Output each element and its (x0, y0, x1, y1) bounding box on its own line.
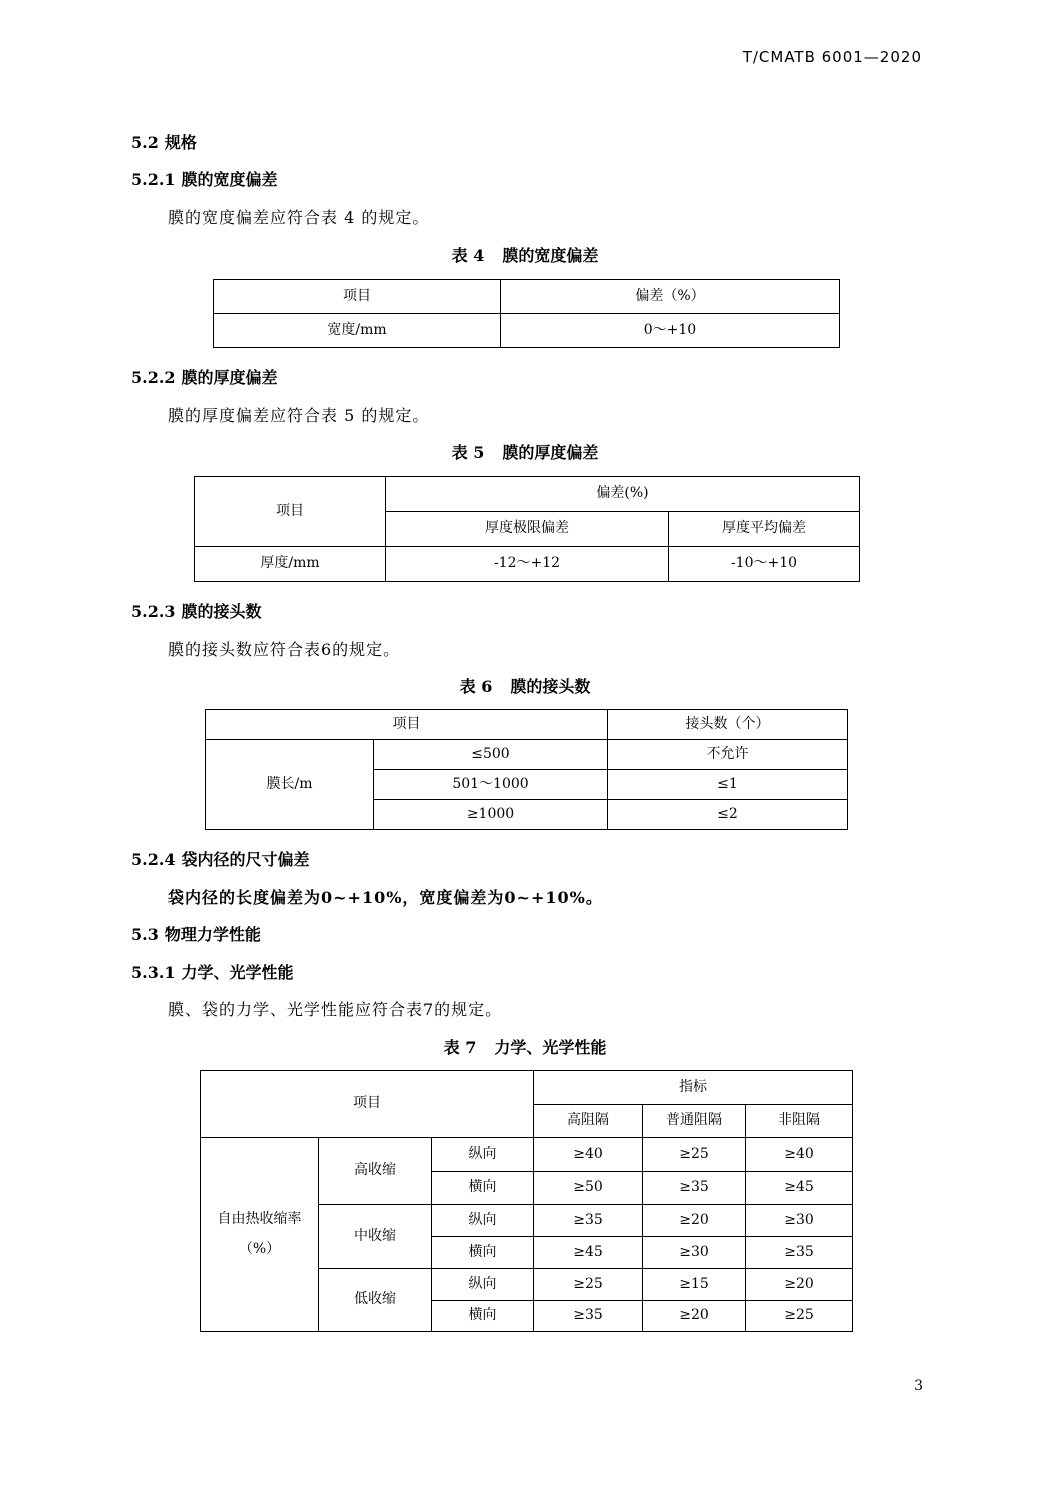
table-cell-normal: ≥20 (643, 1301, 746, 1332)
table-header-high-barrier: 高阻隔 (534, 1105, 643, 1138)
table-cell-joints: ≤1 (608, 770, 848, 800)
caption-title: 力学、光学性能 (494, 1038, 607, 1057)
table-cell-normal: ≥30 (643, 1237, 746, 1269)
caption-title: 膜的厚度偏差 (502, 443, 599, 462)
page-number: 3 (914, 1378, 923, 1394)
table-header-index: 指标 (534, 1071, 853, 1105)
table-6 (205, 709, 848, 830)
table-header-normal-barrier: 普通阻隔 (643, 1105, 746, 1138)
caption-number: 表 7 (443, 1038, 477, 1057)
table-cell-length: ≥1000 (374, 800, 608, 830)
table-cell-high: ≥35 (534, 1301, 643, 1332)
paragraph-5-2-3: 膜的接头数应符合表6的规定。 (168, 640, 401, 659)
section-title: 膜的厚度偏差 (181, 368, 278, 387)
table-header-deviation: 偏差（%） (501, 280, 840, 314)
section-heading-5-2-1 (131, 167, 278, 190)
table-cell-normal: ≥25 (643, 1138, 746, 1172)
table-cell-normal: ≥35 (643, 1172, 746, 1205)
table-header-joints: 接头数（个） (608, 710, 848, 740)
table-cell-non: ≥45 (746, 1172, 853, 1205)
section-heading-5-3-1 (131, 960, 294, 983)
table-cell-direction: 纵向 (432, 1269, 534, 1301)
paragraph-5-2-2: 膜的厚度偏差应符合表 5 的规定。 (168, 406, 430, 425)
table-cell-non: ≥25 (746, 1301, 853, 1332)
table-header-deviation: 偏差(%) (386, 477, 860, 512)
table-5-caption (0, 440, 1050, 463)
table-cell-non: ≥20 (746, 1269, 853, 1301)
section-number: 5.3 (131, 925, 159, 944)
table-4-caption (0, 243, 1050, 266)
table-cell-normal: ≥15 (643, 1269, 746, 1301)
section-title: 力学、光学性能 (181, 963, 294, 982)
table-5 (194, 476, 860, 582)
property-unit: （%） (238, 1240, 281, 1257)
table-cell-high: ≥50 (534, 1172, 643, 1205)
table-cell-non: ≥30 (746, 1205, 853, 1237)
table-header-item: 项目 (201, 1071, 534, 1138)
table-cell-high: ≥25 (534, 1269, 643, 1301)
table-cell-label: 膜长/m (206, 740, 374, 830)
section-heading-5-2-4 (131, 847, 310, 870)
table-cell-average: -10～+10 (669, 547, 860, 582)
table-cell-non: ≥40 (746, 1138, 853, 1172)
table-cell-joints: 不允许 (608, 740, 848, 770)
property-name: 自由热收缩率 (217, 1211, 302, 1228)
table-cell-non: ≥35 (746, 1237, 853, 1269)
table-header-item: 项目 (214, 280, 501, 314)
section-heading-5-2-2 (131, 365, 278, 388)
section-number: 5.2.4 (131, 850, 176, 869)
document-code: T/CMATB 6001—2020 (742, 48, 922, 66)
section-number: 5.2.3 (131, 602, 176, 621)
table-cell-direction: 横向 (432, 1172, 534, 1205)
caption-number: 表 6 (459, 677, 493, 696)
table-cell-shrink-group: 高收缩 (319, 1138, 432, 1205)
table-7 (200, 1070, 853, 1332)
table-cell-label: 厚度/mm (195, 547, 386, 582)
table-cell-high: ≥45 (534, 1237, 643, 1269)
section-heading-5-3 (131, 922, 261, 945)
section-number: 5.2 (131, 133, 159, 152)
table-cell-limit: -12～+12 (386, 547, 669, 582)
table-cell-high: ≥35 (534, 1205, 643, 1237)
table-cell-normal: ≥20 (643, 1205, 746, 1237)
section-title: 规格 (164, 133, 197, 152)
section-title: 膜的宽度偏差 (181, 170, 278, 189)
table-header-limit-deviation: 厚度极限偏差 (386, 512, 669, 547)
section-number: 5.2.2 (131, 368, 176, 387)
caption-title: 膜的接头数 (510, 677, 591, 696)
table-cell-shrink-group: 低收缩 (319, 1269, 432, 1332)
table-7-caption (0, 1035, 1050, 1058)
table-header-item: 项目 (195, 477, 386, 547)
table-cell-high: ≥40 (534, 1138, 643, 1172)
table-cell-value: 0～+10 (501, 314, 840, 348)
table-6-caption (0, 674, 1050, 697)
section-title: 袋内径的尺寸偏差 (181, 850, 310, 869)
caption-number: 表 5 (451, 443, 485, 462)
table-cell-label: 宽度/mm (214, 314, 501, 348)
table-header-item: 项目 (206, 710, 608, 740)
table-header-average-deviation: 厚度平均偏差 (669, 512, 860, 547)
section-heading-5-2-3 (131, 599, 262, 622)
table-cell-property (201, 1138, 319, 1332)
table-cell-direction: 纵向 (432, 1138, 534, 1172)
section-heading-5-2 (131, 130, 197, 153)
caption-title: 膜的宽度偏差 (502, 246, 599, 265)
table-cell-joints: ≤2 (608, 800, 848, 830)
section-title: 膜的接头数 (181, 602, 262, 621)
table-cell-length: ≤500 (374, 740, 608, 770)
table-cell-length: 501～1000 (374, 770, 608, 800)
table-cell-shrink-group: 中收缩 (319, 1205, 432, 1269)
paragraph-5-2-1: 膜的宽度偏差应符合表 4 的规定。 (168, 208, 430, 227)
table-cell-direction: 纵向 (432, 1205, 534, 1237)
paragraph-5-2-4: 袋内径的长度偏差为0~+10%，宽度偏差为0~+10%。 (168, 888, 603, 907)
paragraph-5-3-1: 膜、袋的力学、光学性能应符合表7的规定。 (168, 1000, 503, 1019)
section-title: 物理力学性能 (164, 925, 261, 944)
table-cell-direction: 横向 (432, 1237, 534, 1269)
table-4 (213, 279, 840, 348)
section-number: 5.2.1 (131, 170, 176, 189)
caption-number: 表 4 (451, 246, 485, 265)
section-number: 5.3.1 (131, 963, 176, 982)
table-header-non-barrier: 非阻隔 (746, 1105, 853, 1138)
table-cell-direction: 横向 (432, 1301, 534, 1332)
